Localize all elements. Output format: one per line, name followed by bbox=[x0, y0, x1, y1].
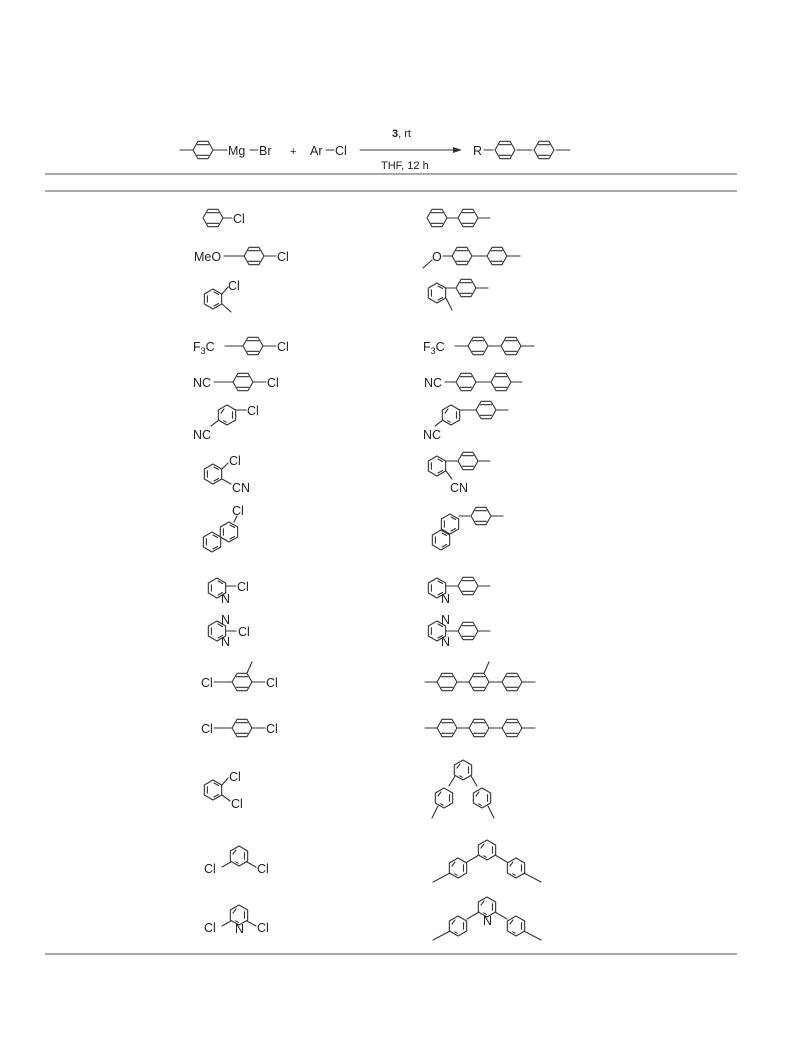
substrate-2-chlorobenzonitrile bbox=[204, 454, 250, 495]
product-methyl-terphenyl bbox=[425, 662, 535, 691]
svg-text:MeO: MeO bbox=[194, 250, 222, 264]
svg-text:Cl: Cl bbox=[277, 340, 289, 354]
product-dimethyl-o-terphenyl bbox=[432, 760, 494, 818]
svg-text:Cl: Cl bbox=[267, 376, 279, 390]
substrate-4-chlorobenzotrifluoride bbox=[193, 337, 289, 356]
substrate-3-chlorobenzonitrile bbox=[193, 404, 259, 442]
product-2-6-di-p-tolylpyridine bbox=[433, 897, 541, 940]
product-cyano-methylbiphenyl bbox=[424, 373, 522, 390]
svg-text:N: N bbox=[221, 613, 231, 627]
product-dimethyl-p-terphenyl bbox=[425, 719, 535, 736]
svg-text:Cl: Cl bbox=[266, 722, 278, 736]
substrate-1-4-dichlorobenzene bbox=[201, 719, 278, 736]
svg-text:N: N bbox=[221, 592, 231, 606]
svg-text:NC: NC bbox=[193, 376, 212, 390]
substrate-1-3-dichlorobenzene bbox=[204, 846, 269, 876]
substrate-2-chloropyrimidine bbox=[208, 613, 249, 649]
svg-text:Cl: Cl bbox=[229, 770, 241, 784]
header-scheme bbox=[180, 128, 570, 172]
svg-text:Cl: Cl bbox=[228, 279, 240, 293]
svg-text:N: N bbox=[441, 613, 451, 627]
product-2-4-dimethylbiphenyl bbox=[428, 279, 488, 310]
substrate-chlorobenzene bbox=[203, 209, 245, 226]
substrate-2-6-dichloropyridine bbox=[204, 905, 269, 936]
svg-text:N: N bbox=[235, 922, 245, 936]
product-2-cyano-methylbiphenyl bbox=[428, 452, 490, 495]
svg-text:NC: NC bbox=[423, 428, 442, 442]
substrate-4-chloroanisole bbox=[194, 247, 289, 264]
svg-text:Cl: Cl bbox=[231, 797, 243, 811]
svg-text:Cl: Cl bbox=[232, 504, 244, 518]
mg-label: Mg bbox=[228, 144, 246, 158]
svg-text:Cl: Cl bbox=[277, 250, 289, 264]
svg-text:Cl: Cl bbox=[238, 625, 250, 639]
svg-text:NC: NC bbox=[424, 376, 443, 390]
svg-text:N: N bbox=[441, 592, 451, 606]
svg-text:Cl: Cl bbox=[201, 676, 213, 690]
product-4-methylbiphenyl bbox=[427, 209, 490, 226]
svg-text:N: N bbox=[221, 635, 231, 649]
cl-label: Cl bbox=[335, 144, 347, 158]
svg-text:F3C: $F_3C$ bbox=[423, 340, 445, 356]
product-naphthyl-toluene bbox=[432, 507, 503, 550]
condition-top: 3, rt bbox=[392, 128, 411, 140]
r-label: R bbox=[473, 144, 483, 158]
svg-text:CN: CN bbox=[450, 481, 469, 495]
substrate-4-chlorobenzonitrile bbox=[193, 373, 279, 390]
substrate-2-chloropyridine bbox=[208, 578, 248, 606]
substrate-1-chloronaphthalene bbox=[203, 504, 243, 552]
svg-text:N: N bbox=[483, 914, 493, 928]
svg-text:Cl: Cl bbox=[266, 676, 278, 690]
substrate-1-2-dichlorobenzene bbox=[204, 770, 242, 811]
svg-text:Cl: Cl bbox=[229, 454, 241, 468]
svg-text:Cl: Cl bbox=[257, 921, 269, 935]
product-trifluoromethyl-methylbiphenyl bbox=[423, 337, 534, 356]
svg-text:Cl: Cl bbox=[247, 404, 259, 418]
svg-text:N: N bbox=[441, 635, 451, 649]
product-dimethyl-m-terphenyl bbox=[433, 840, 541, 882]
product-3-cyano-methylbiphenyl bbox=[423, 401, 508, 442]
svg-text:Cl: Cl bbox=[237, 580, 249, 594]
svg-text:O: O bbox=[432, 250, 442, 264]
plus-sign: + bbox=[290, 146, 297, 158]
ar-label: Ar bbox=[310, 144, 323, 158]
svg-text:Cl: Cl bbox=[204, 921, 216, 935]
substrate-2-chlorotoluene bbox=[204, 279, 239, 312]
br-label: Br bbox=[259, 144, 272, 158]
product-methoxy-methylbiphenyl bbox=[423, 247, 520, 268]
substrate-2-4-dichlorotoluene bbox=[201, 662, 278, 691]
svg-text:NC: NC bbox=[193, 428, 212, 442]
svg-text:F3C: $F_3C$ bbox=[193, 340, 215, 356]
condition-bottom: THF, 12 h bbox=[381, 160, 429, 172]
product-2-p-tolylpyrimidine bbox=[428, 613, 490, 649]
svg-text:Cl: Cl bbox=[204, 862, 216, 876]
product-2-p-tolylpyridine bbox=[428, 577, 490, 606]
svg-text:Cl: Cl bbox=[257, 862, 269, 876]
svg-text:CN: CN bbox=[232, 481, 251, 495]
svg-text:Cl: Cl bbox=[233, 212, 245, 226]
svg-text:Cl: Cl bbox=[201, 722, 213, 736]
